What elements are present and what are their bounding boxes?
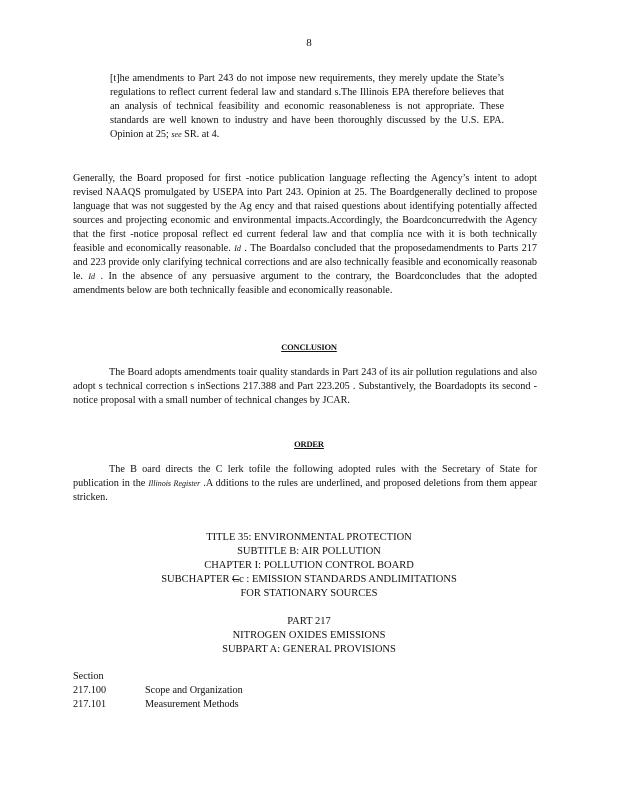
- order-text-2: .A dditions to the rules are underlined, and proposed deletions from them appear stricken.: [73, 478, 537, 503]
- part-block: [0, 615, 618, 657]
- title-line-5: FOR STATIONARY SOURCES: [240, 588, 378, 599]
- conclusion-heading: CONCLUSION: [281, 342, 337, 352]
- title-line-4: SUBCHAPTER Cc : EMISSION STANDARDS ANDLIMITATIONS: [161, 574, 457, 585]
- section-label: Section: [73, 671, 104, 682]
- part-line-1: PART 217: [287, 616, 331, 627]
- page-number: 8: [306, 37, 312, 49]
- part-line-2: NITROGEN OXIDES EMISSIONS: [232, 630, 386, 641]
- section-list: [73, 670, 373, 712]
- section-row: [73, 684, 373, 698]
- order-text-1: The B oard directs the C lerk tofile the following adopted rules with the Secretary of State for publication in the: [73, 464, 537, 489]
- illinois-register: Illinois Register: [148, 479, 201, 488]
- title-block: [0, 531, 618, 601]
- quote-see: see: [171, 130, 182, 139]
- conclusion-paragraph: The Board adopts amendments toair quality standards in Part 243 of its air pollution regulations and also adopt s technical correction s inSections 217.388 and Part 223.205 . Substantively, the Boardadopts its second -notice proposal with a small number of technical changes by JCAR.: [73, 367, 537, 406]
- order-heading: ORDER: [294, 439, 324, 449]
- section-title: Scope and Organization: [145, 685, 243, 696]
- section-number: 217.101: [73, 699, 107, 710]
- para-text-1: Generally, the Board proposed for first -notice publication language reflecting the Agency’s intent to adopt revised NAAQS promulgated by USEPA into Part 243. Opinion at 25. The Boardgenerally declined to propose language that was not suggested by the Ag ency and that raised questions about identifying potentially affected sources and projecting economic and environmental impacts.Accordingly, the Boardconcurredwith the Agency that the first -notice proposal reflect ed current federal law and that complia nce with it is both technically feasible and economically reasonable.: [73, 173, 537, 254]
- section-number: 217.100: [73, 685, 107, 696]
- block-quote: [110, 72, 504, 142]
- discussion-paragraph: [73, 172, 537, 298]
- quote-text-2: SR. at 4.: [181, 129, 220, 140]
- para-text-3: . In the absence of any persuasive argument to the contrary, the Boardconcludes that the adopted amendments below are both technically feasible and economically reasonable.: [73, 271, 537, 296]
- title-line-2: SUBTITLE B: AIR POLLUTION: [237, 546, 381, 557]
- section-row: [73, 698, 373, 712]
- title-line-1: TITLE 35: ENVIRONMENTAL PROTECTION: [206, 532, 412, 543]
- para-id-1: Id: [234, 244, 241, 253]
- part-line-3: SUBPART A: GENERAL PROVISIONS: [222, 644, 396, 655]
- title-line-3: CHAPTER I: POLLUTION CONTROL BOARD: [204, 560, 414, 571]
- stricken-text: C: [232, 574, 240, 585]
- order-paragraph: [73, 463, 537, 505]
- para-id-2: Id: [88, 272, 96, 281]
- quote-text-1: [t]he amendments to Part 243 do not impose new requirements, they merely update the State’s regulations to reflect current federal law and standard s.The Illinois EPA therefore believes that an analysis of technical feasibility and economic reasonableness is not appropriate. These standards are well known to industry and have been thoroughly discussed by the U.S. EPA. Opinion at 25;: [110, 73, 504, 140]
- section-title: Measurement Methods: [145, 699, 239, 710]
- para-text-2: . The Boardalso concluded that the proposedamendments to Parts 217 and 223 provide only clarifying technical corrections and are also technically feasible and economically reasonab le.: [73, 243, 538, 282]
